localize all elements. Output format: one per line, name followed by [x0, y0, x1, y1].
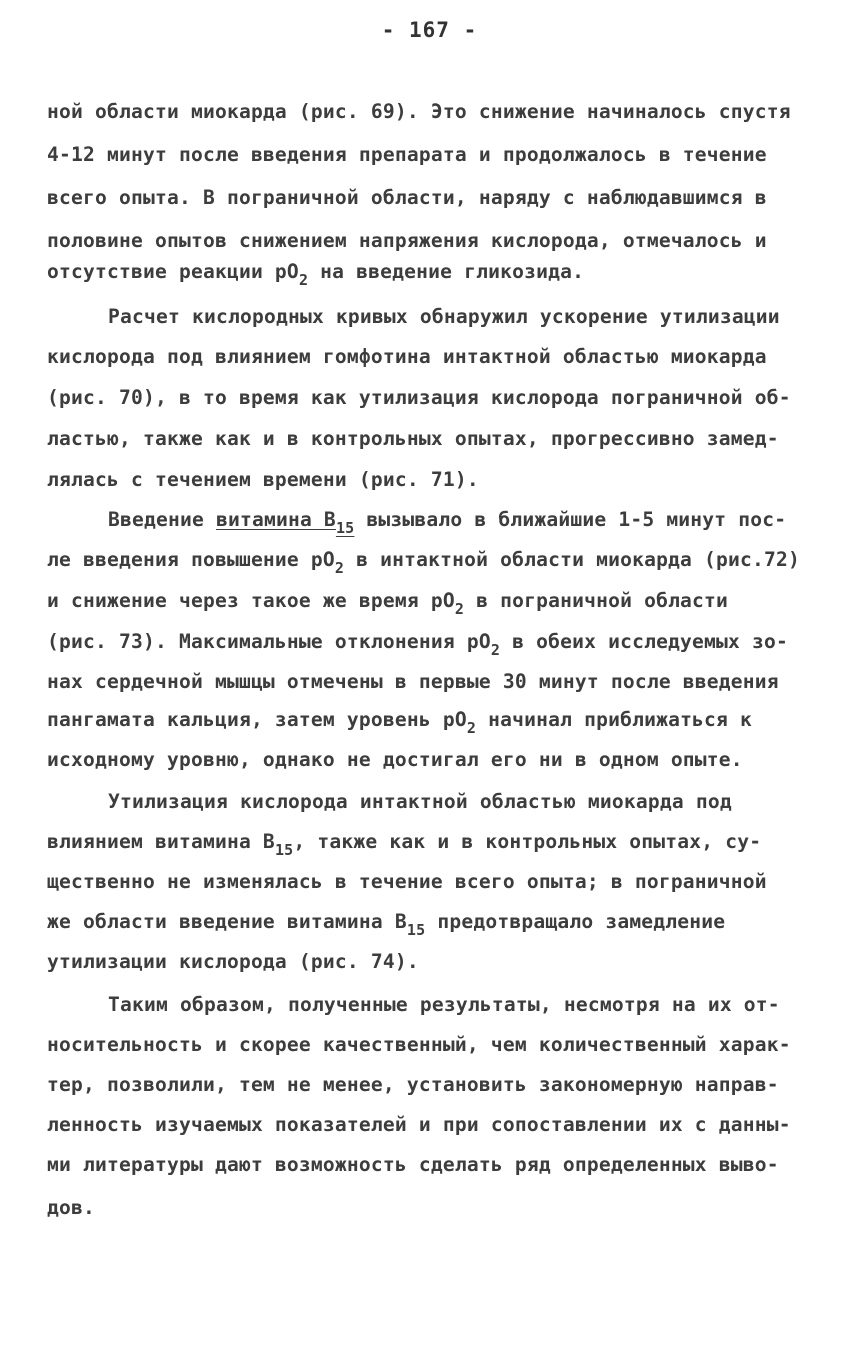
text-line: ленность изучаемых показателей и при сопоставлении их с данны- — [47, 1113, 791, 1136]
text-line: ле введения повышение $рО_2$ в интактной области миокарда (рис.72) — [47, 548, 801, 577]
text-line: утилизации кислорода (рис. 74). — [47, 950, 419, 973]
text-line: (рис. 70), в то время как утилизация кислорода пограничной об- — [47, 386, 791, 409]
text-line: ми литературы дают возможность сделать ряд определенных выво- — [47, 1153, 779, 1176]
text-line: же области введение витамина $В_{15}$ предотвращало замедление — [47, 910, 726, 939]
text-line: носительность и скорее качественный, чем количественный харак- — [47, 1033, 791, 1056]
text-line: ластью, также как и в контрольных опытах, прогрессивно замед- — [47, 427, 779, 450]
text-line: дов. — [47, 1196, 95, 1219]
text-line: лялась с течением времени (рис. 71). — [47, 468, 479, 491]
text-line: влиянием витамина $В_{15}$, также как и в контрольных опытах, су- — [47, 830, 762, 859]
text-line: нах сердечной мышцы отмечены в первые 30 минут после введения — [47, 670, 779, 693]
text-line: половине опытов снижением напряжения кислорода, отмечалось и — [47, 229, 767, 252]
text-line: отсутствие реакции $рО_2$ на введение гликозида. — [47, 260, 585, 289]
text-line: Расчет кислородных кривых обнаружил ускорение утилизации — [108, 305, 780, 328]
text-line: ной области миокарда (рис. 69). Это снижение начиналось спустя — [47, 100, 791, 123]
text-line: всего опыта. В пограничной области, наряду с наблюдавшимся в — [47, 186, 767, 209]
text-line: и снижение через такое же время $рО_2$ в пограничной области — [47, 589, 729, 618]
text-line: Таким образом, полученные результаты, несмотря на их от- — [108, 993, 780, 1016]
text-line: исходному уровню, однако не достигал его ни в одном опыте. — [47, 748, 743, 771]
text-line: пангамата кальция, затем уровень $рО_2$ начинал приближаться к — [47, 708, 753, 737]
page-number: - 167 - — [381, 18, 478, 42]
text-line: тер, позволили, тем не менее, установить закономерную направ- — [47, 1073, 779, 1096]
text-line: Введение витамина $В_{15}$ вызывало в ближайшие 1-5 минут пос- — [108, 508, 787, 537]
text-line: Утилизация кислорода интактной областью миокарда под — [108, 790, 732, 813]
text-line: кислорода под влиянием гомфотина интактной областью миокарда — [47, 345, 767, 368]
text-line: (рис. 73). Максимальные отклонения $рО_2$ в обеих исследуемых зо- — [47, 630, 789, 659]
text-line: щественно не изменялась в течение всего опыта; в пограничной — [47, 870, 767, 893]
text-line: 4-12 минут после введения препарата и продолжалось в течение — [47, 143, 767, 166]
